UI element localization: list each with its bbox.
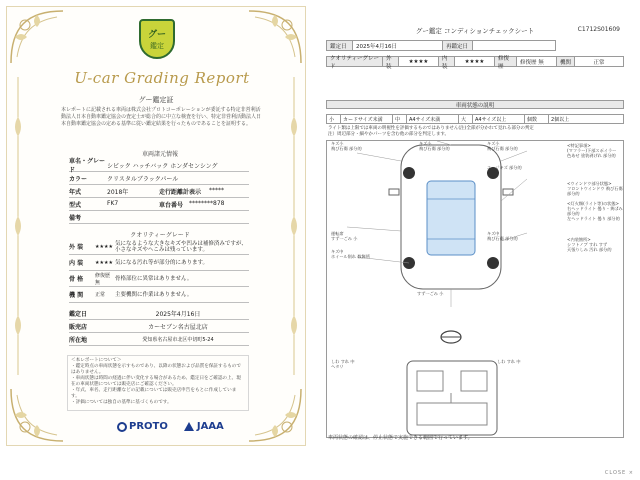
table-row [69, 159, 249, 172]
certificate-subtitle: グー鑑定証 [138, 96, 174, 104]
recheck-header: 再鑑定日 [443, 41, 473, 50]
shop-value: カーセブン名古屋北店 [148, 323, 208, 331]
damage-note: <特記事項> (マフラー)下部スポイラー 色あせ 塗装剥げれ 部分的 [567, 143, 617, 158]
close-button[interactable]: CLOSE × [604, 470, 634, 476]
damage-note: キズ小 飛び石傷 部分的 [331, 141, 362, 151]
quality-desc: 気になるような大きなキズや凹みは補修済みですが、小さなキズやへこみは残っています。 [115, 240, 247, 253]
quality-section-title: クオリティーグレード [130, 232, 190, 239]
side-ornament [287, 77, 301, 375]
ext-value: ★★★★ [399, 57, 439, 66]
damage-note: キズ小 飛び石傷 部分的 [419, 141, 450, 151]
quality-stars: 修復歴 無 [95, 272, 111, 286]
damage-note: しわ すれ 中 ヘタリ [331, 359, 355, 369]
footer-logos [117, 421, 224, 432]
quality-desc: 主要機関に作業はありません。 [115, 291, 193, 298]
color-value: クリスタルブラックパール [107, 175, 179, 183]
damage-note: キズ中 ホイール削れ 数箇所 [331, 249, 370, 259]
grade-header: クオリティーグレード [327, 57, 383, 66]
quality-stars: ★★★★ [95, 259, 113, 266]
corner-ornament [7, 385, 67, 445]
chassis-label: 車台番号 [159, 201, 184, 209]
damage-note: キズ中 飛び石傷 部分的 [487, 231, 518, 241]
badge-bottom-text: 鑑定 [150, 42, 164, 50]
corner-ornament [245, 385, 305, 445]
mileage-value: ***** [209, 186, 224, 194]
damage-note: <内装箇所> シフトノブ すれ すず 天張りしみ 汚れ 部分的 [567, 237, 612, 252]
certificate-title: U-car Grading Report [74, 69, 250, 87]
damage-note: <灯火類(ライト等)の状態> 右ヘッドライト 曇り・黄ばみ 部分的 左ヘッドライト 曇り 部分的 [567, 201, 623, 221]
recheck-value [473, 41, 555, 50]
quality-label: 骨 格 [69, 276, 84, 283]
date-value: 2025年4月16日 [353, 41, 443, 50]
table-row [69, 185, 249, 198]
ext-header: 外装 [383, 57, 399, 66]
table-row [69, 307, 249, 320]
light-warning: ライト類は上限では車両の明視性を評価するものではありません(注)全部が分かれて見れる部分の判定 注）周辺部分・細やかパーツを含む他の部分を判定します。 [328, 126, 534, 137]
quality-grade-table [69, 239, 249, 303]
grading-certificate [6, 6, 306, 446]
damage-note: すず一ごみ 小 [417, 291, 444, 296]
damage-note: しわ すれ 中 [497, 359, 521, 364]
date-label: 鑑定日 [69, 310, 88, 318]
shop-info-table [69, 307, 249, 346]
table-row [69, 333, 249, 346]
quality-row [69, 271, 249, 287]
quality-stars: ★★★★ [95, 243, 113, 250]
quality-desc: 骨格部位に異常はありません。 [115, 275, 193, 282]
condition-check-sheet [326, 26, 624, 444]
side-ornament [11, 77, 25, 375]
quality-desc: 気になる汚れ等が部分的にあります。 [115, 259, 209, 266]
sheet-title: グー鑑定 コンディションチェックシート [415, 27, 535, 35]
repair-header: 修復歴 [495, 57, 517, 66]
mileage-label: 走行距離計表示 [159, 188, 202, 196]
year-label: 年式 [69, 188, 82, 196]
table-row [69, 172, 249, 185]
date-header: 鑑定日 [327, 41, 353, 50]
quality-stars: 正常 [95, 292, 106, 298]
damage-size-legend: 小 カードサイズ未満 中 A4サイズ未満 大 A4サイズ以上 個数 2個以上 [326, 114, 624, 124]
repair-value: 修復歴 無 [517, 57, 557, 66]
type-label: 型式 [69, 201, 82, 209]
note-line: ・鑑定時点の車両状態を示すものであり、以降の状態および品質を保証するものではありません。 [71, 364, 241, 375]
type-value: FK7 [107, 199, 119, 207]
quality-row [69, 255, 249, 271]
report-notes [67, 355, 249, 411]
badge-top-text: グー [147, 30, 166, 40]
engine-value: 正常 [593, 59, 605, 66]
quality-row [69, 239, 249, 255]
int-header: 内装 [439, 57, 455, 66]
address-value: 愛知県名古屋市北区中切町5-24 [142, 336, 214, 343]
sheet-footer-note: 車両状態の確認は、停止状態で実施できる範囲で行っています。 [328, 435, 473, 441]
note-line: ・評価については独自の基準に基づくものです。 [71, 400, 172, 405]
address-label: 所在地 [69, 336, 88, 344]
table-row [69, 211, 249, 224]
jaaa-logo-icon [184, 422, 194, 431]
goo-appraisal-badge [132, 17, 182, 67]
vehicle-info-table [69, 159, 249, 224]
notes-title: ＜本レポートについて＞ [71, 358, 122, 363]
jaaa-logo: JAAA [184, 421, 224, 432]
sheet-date-row [326, 40, 556, 51]
quality-label: 外 装 [69, 244, 84, 251]
sheet-grade-row [326, 55, 624, 70]
corner-ornament [7, 7, 67, 67]
model-label: 車名・グレード [69, 158, 106, 174]
state-section-title: 車両状態の説明 [326, 100, 624, 109]
color-label: カラー [69, 175, 88, 183]
table-row [69, 320, 249, 333]
quality-row [69, 287, 249, 303]
note-line: ・車両状態は時間の経過に伴い変化する場合があるため、鑑定日をご確認の上、現在の車両状態については販売店にご確認ください。 [71, 376, 241, 387]
corner-ornament [245, 7, 305, 67]
sheet-code: C1712S01609 [577, 26, 620, 33]
proto-logo-icon [117, 422, 127, 432]
vehicle-diagram-area [326, 140, 624, 438]
damage-note: 運転席 すず一ごみ 小 [331, 231, 358, 241]
damage-note: <ウインドウ部分状態> フロントウインドウ 飛び石傷 部分的 [567, 181, 623, 196]
int-value: ★★★★ [455, 57, 495, 66]
quality-label: 機 関 [69, 292, 84, 299]
date-value: 2025年4月16日 [155, 310, 201, 318]
engine-header: 機関 [557, 57, 575, 66]
damage-note: エッジキズ 部分的 [487, 165, 522, 170]
year-value: 2018年 [107, 188, 129, 196]
damage-note: キズ小 飛び石傷 部分的 [487, 141, 518, 151]
certificate-intro: 本レポートに記載される車両は株式会社プロトコーポレーションが委託する特定非営利活動法人日本自動車鑑定協会の査定士が総合的に中立な検査を行い、特定非営利活動法人日本自動車鑑定協会の定める基準に従い鑑定結果を行ったものであることを証明する。 [61, 107, 262, 127]
vehicle-section-title: 車両諸元情報 [141, 151, 178, 158]
table-row [69, 198, 249, 211]
proto-logo: PROTO [117, 421, 168, 432]
model-value: シビック ハッチバック ホンダセンシング [107, 162, 218, 170]
chassis-value: ********878 [189, 199, 225, 207]
quality-label: 内 装 [69, 260, 84, 267]
remarks-label: 備考 [69, 214, 82, 222]
note-line: ・年式、車名、走行距離などの記載については販売店申告をもとに作成しています。 [71, 388, 237, 399]
shop-label: 販売店 [69, 323, 88, 331]
